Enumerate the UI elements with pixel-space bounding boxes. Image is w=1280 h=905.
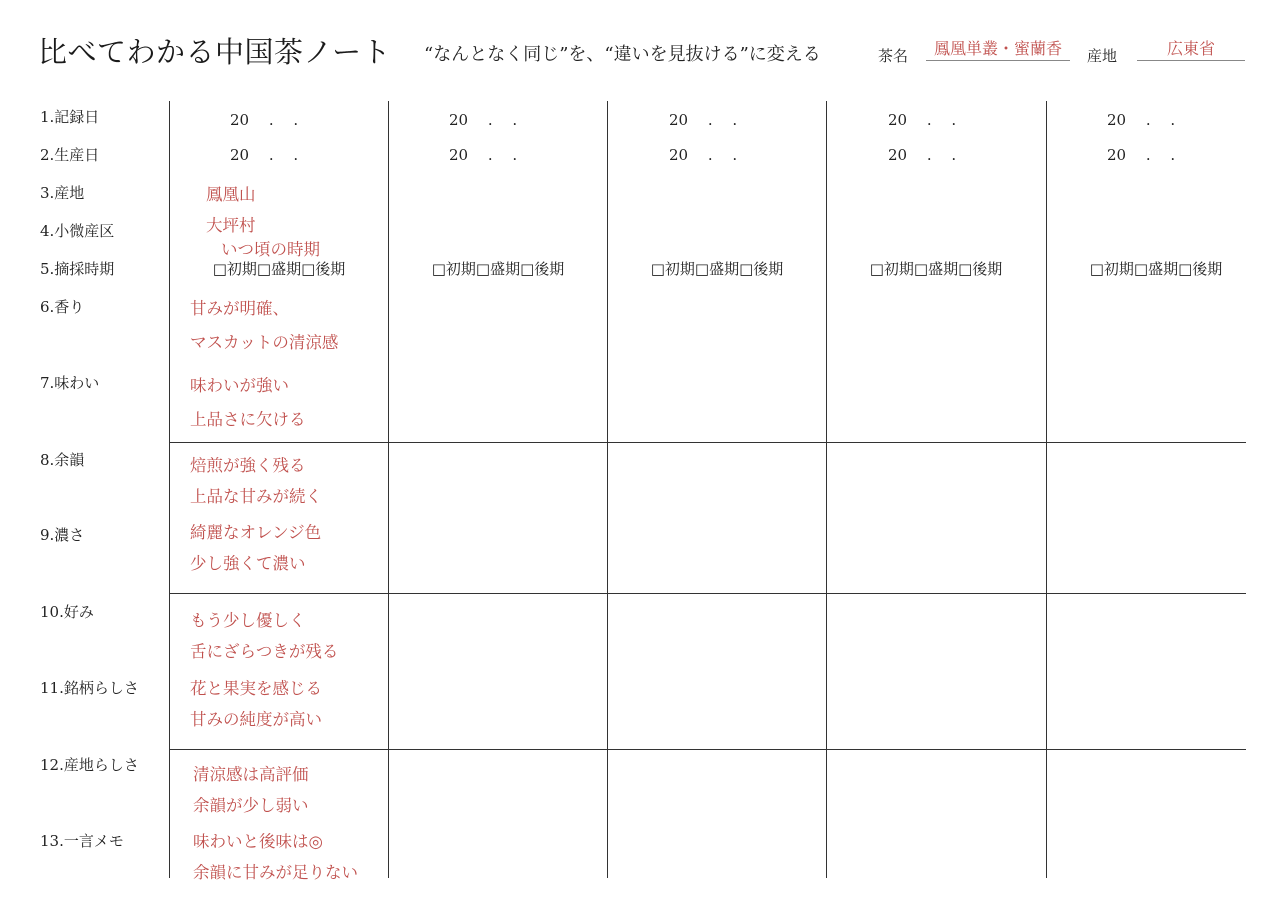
grid-hline-1 (169, 442, 1246, 443)
production-date-col3[interactable]: 20 . . (669, 146, 738, 164)
note-harvest-question[interactable]: いつ頃の時期 (221, 240, 320, 259)
grid-vline-4 (826, 101, 827, 878)
note-finish-2[interactable]: 上品な甘みが続く (190, 487, 322, 506)
note-origin[interactable]: 鳳凰山 (206, 185, 256, 204)
record-date-col2[interactable]: 20 . . (449, 111, 518, 129)
note-strength-1[interactable]: 綺麗なオレンジ色 (190, 523, 322, 542)
row-label-memo: 13.一言メモ (40, 832, 124, 850)
harvest-period-checkboxes-col5[interactable]: □初期□盛期□後期 (1089, 260, 1223, 278)
row-label-region-character: 12.産地らしさ (40, 756, 139, 774)
origin-underline (1137, 60, 1245, 61)
note-region-1[interactable]: 清涼感は高評価 (193, 765, 309, 784)
record-date-col4[interactable]: 20 . . (888, 111, 957, 129)
production-date-col2[interactable]: 20 . . (449, 146, 518, 164)
note-taste-2[interactable]: 上品さに欠ける (190, 410, 306, 429)
grid-vline-5 (1046, 101, 1047, 878)
harvest-period-checkboxes-col2[interactable]: □初期□盛期□後期 (431, 260, 565, 278)
origin-label: 産地 (1087, 47, 1118, 65)
row-label-micro-area: 4.小微産区 (40, 222, 115, 240)
note-preference-1[interactable]: もう少し優しく (190, 611, 306, 630)
production-date-col4[interactable]: 20 . . (888, 146, 957, 164)
note-aroma-1[interactable]: 甘みが明確、 (190, 299, 289, 318)
note-brand-1[interactable]: 花と果実を感じる (190, 679, 322, 698)
production-date-col5[interactable]: 20 . . (1107, 146, 1176, 164)
note-region-2[interactable]: 余韻が少し弱い (193, 796, 309, 815)
row-label-aroma: 6.香り (40, 298, 85, 316)
page-title: 比べてわかる中国茶ノート (38, 35, 392, 69)
tea-name-label: 茶名 (878, 47, 909, 65)
note-memo-1[interactable]: 味わいと後味は◎ (193, 832, 323, 851)
row-label-finish: 8.余韻 (40, 451, 85, 469)
origin-value[interactable]: 広東省 (1166, 39, 1215, 58)
grid-vline-3 (607, 101, 608, 878)
note-finish-1[interactable]: 焙煎が強く残る (190, 456, 306, 475)
row-label-production-date: 2.生産日 (40, 146, 100, 164)
record-date-col3[interactable]: 20 . . (669, 111, 738, 129)
row-label-preference: 10.好み (40, 603, 94, 621)
harvest-period-checkboxes-col3[interactable]: □初期□盛期□後期 (650, 260, 784, 278)
note-strength-2[interactable]: 少し強くて濃い (190, 554, 306, 573)
note-memo-2[interactable]: 余韻に甘みが足りない (193, 863, 358, 882)
note-aroma-2[interactable]: マスカットの清涼感 (190, 333, 339, 352)
row-label-brand-character: 11.銘柄らしさ (40, 679, 139, 697)
record-date-col5[interactable]: 20 . . (1107, 111, 1176, 129)
note-taste-1[interactable]: 味わいが強い (190, 376, 289, 395)
record-date-col1[interactable]: 20 . . (230, 111, 299, 129)
note-brand-2[interactable]: 甘みの純度が高い (190, 710, 322, 729)
tea-name-value[interactable]: 鳳凰単叢・蜜蘭香 (933, 39, 1062, 58)
note-preference-2[interactable]: 舌にざらつきが残る (190, 642, 339, 661)
harvest-period-checkboxes-col1[interactable]: □初期□盛期□後期 (212, 260, 346, 278)
row-label-record-date: 1.記録日 (40, 108, 100, 126)
row-label-origin: 3.産地 (40, 184, 85, 202)
tea-name-underline (926, 60, 1070, 61)
row-label-strength: 9.濃さ (40, 526, 85, 544)
grid-vline-1 (169, 101, 170, 878)
grid-hline-2 (169, 593, 1246, 594)
page-subtitle: “なんとなく同じ”を、“違いを見抜ける”に変える (424, 44, 821, 65)
production-date-col1[interactable]: 20 . . (230, 146, 299, 164)
harvest-period-checkboxes-col4[interactable]: □初期□盛期□後期 (869, 260, 1003, 278)
row-label-harvest-period: 5.摘採時期 (40, 260, 115, 278)
note-micro-area[interactable]: 大坪村 (206, 216, 256, 235)
grid-vline-2 (388, 101, 389, 878)
grid-hline-3 (169, 749, 1246, 750)
row-label-taste: 7.味わい (40, 374, 100, 392)
